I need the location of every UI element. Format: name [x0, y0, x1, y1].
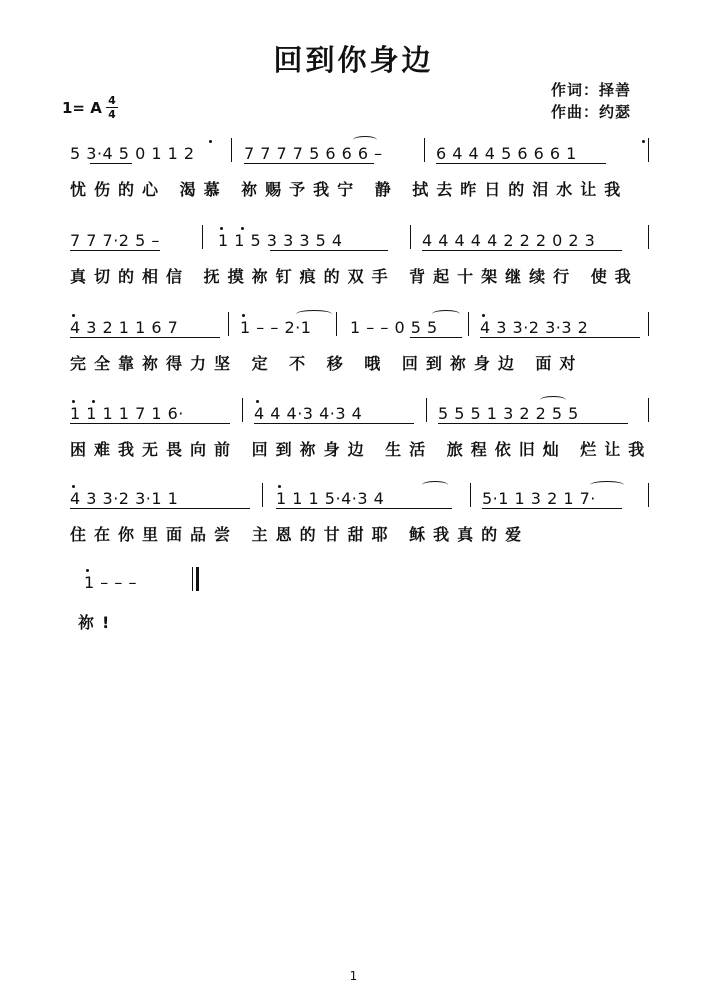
beam [254, 423, 414, 424]
lyric-line-2: 真切的相信 抚摸祢钉痕的双手 背起十架继续行 使我 [70, 267, 639, 286]
measure: 1 1 1 1 7 1 6· [70, 404, 184, 423]
score-line-1 [70, 144, 650, 168]
beam [438, 423, 628, 424]
barline [192, 567, 193, 591]
octave-dot [482, 314, 485, 317]
time-signature [106, 94, 118, 121]
measure: 5 3·4 5 0 1 1 2 [70, 144, 195, 163]
octave-dot [642, 140, 645, 143]
octave-dot [242, 314, 245, 317]
barline [228, 312, 229, 336]
measure: 6 4 4 4 5 6 6 6 1 [436, 144, 577, 163]
octave-dot [92, 400, 95, 403]
measure: 4 3 3·2 3·1 1 [70, 489, 179, 508]
barline [242, 398, 243, 422]
slur [296, 310, 332, 318]
beam [70, 250, 160, 251]
measure: 5 5 5 1 3 2 2 5 5 [438, 404, 579, 423]
final-barline [196, 567, 199, 591]
barline [231, 138, 232, 162]
measure: 4 3 2 1 1 6 7 [70, 318, 179, 337]
measure: 1 – – 0 5 5 [350, 318, 438, 337]
measure: 7 7 7 7 5 6 6 6 – [244, 144, 383, 163]
slur [353, 136, 377, 144]
lyric-line-6: 祢! [78, 613, 118, 632]
measure: 4 4 4·3 4·3 4 [254, 404, 363, 423]
score-line-2 [70, 231, 650, 255]
octave-dot [86, 569, 89, 572]
octave-dot [72, 314, 75, 317]
barline [648, 312, 649, 336]
beam [244, 163, 374, 164]
score-line-6 [70, 573, 650, 597]
measure: 1 – – – [84, 573, 137, 592]
page-number: 1 [349, 969, 358, 983]
score-line-4 [70, 404, 650, 428]
barline [202, 225, 203, 249]
octave-dot [278, 485, 281, 488]
slur [432, 310, 460, 318]
barline [648, 398, 649, 422]
barline [424, 138, 425, 162]
barline [426, 398, 427, 422]
octave-dot [220, 227, 223, 230]
beam [70, 423, 230, 424]
lyric-line-4: 困难我无畏向前 回到祢身边 生活 旅程依旧灿 烂让我 [70, 440, 653, 459]
lyric-line-5: 住在你里面品尝 主恩的甘甜耶 稣我真的爱 [70, 525, 530, 544]
beam [480, 337, 640, 338]
lyricist-credit: 作词：择善 [551, 81, 632, 99]
measure: 1 1 1 5·4·3 4 [276, 489, 385, 508]
beam [422, 250, 622, 251]
octave-dot [209, 140, 212, 143]
beam [482, 508, 622, 509]
lyric-line-3: 完全靠祢得力坚 定 不 移 哦 回到祢身边 面对 [70, 354, 584, 373]
barline [648, 138, 649, 162]
barline [468, 312, 469, 336]
barline [648, 483, 649, 507]
composer-credit: 作曲：约瑟 [551, 103, 632, 121]
slur [590, 481, 624, 489]
measure: 1 1 5 3 3 3 5 4 [218, 231, 343, 250]
slur [540, 396, 566, 404]
score-line-5 [70, 489, 650, 513]
measure: 4 3 3·2 3·3 2 [480, 318, 589, 337]
beam [410, 337, 462, 338]
beam [276, 508, 452, 509]
measure: 4 4 4 4 4 2 2 2 0 2 3 [422, 231, 596, 250]
barline [262, 483, 263, 507]
beam [270, 250, 388, 251]
octave-dot [256, 400, 259, 403]
barline [648, 225, 649, 249]
barline [410, 225, 411, 249]
octave-dot [72, 400, 75, 403]
score-line-3 [70, 318, 650, 342]
beam [90, 163, 132, 164]
octave-dot [241, 227, 244, 230]
lyric-line-1: 忧伤的心 渴慕 祢赐予我宁 静 拭去昨日的泪水让我 [70, 180, 629, 199]
measure: 1 – – 2·1 [240, 318, 312, 337]
song-title: 回到你身边 [273, 43, 434, 77]
beam [436, 163, 606, 164]
octave-dot [72, 485, 75, 488]
barline [470, 483, 471, 507]
beam [70, 508, 250, 509]
barline [336, 312, 337, 336]
meter-top: 4 [108, 94, 116, 107]
meter-bottom: 4 [106, 107, 118, 121]
slur [422, 481, 448, 489]
beam [70, 337, 220, 338]
measure: 7 7 7·2 5 – [70, 231, 160, 250]
key-signature: 1= A [62, 99, 102, 117]
measure: 5·1 1 3 2 1 7· [482, 489, 596, 508]
